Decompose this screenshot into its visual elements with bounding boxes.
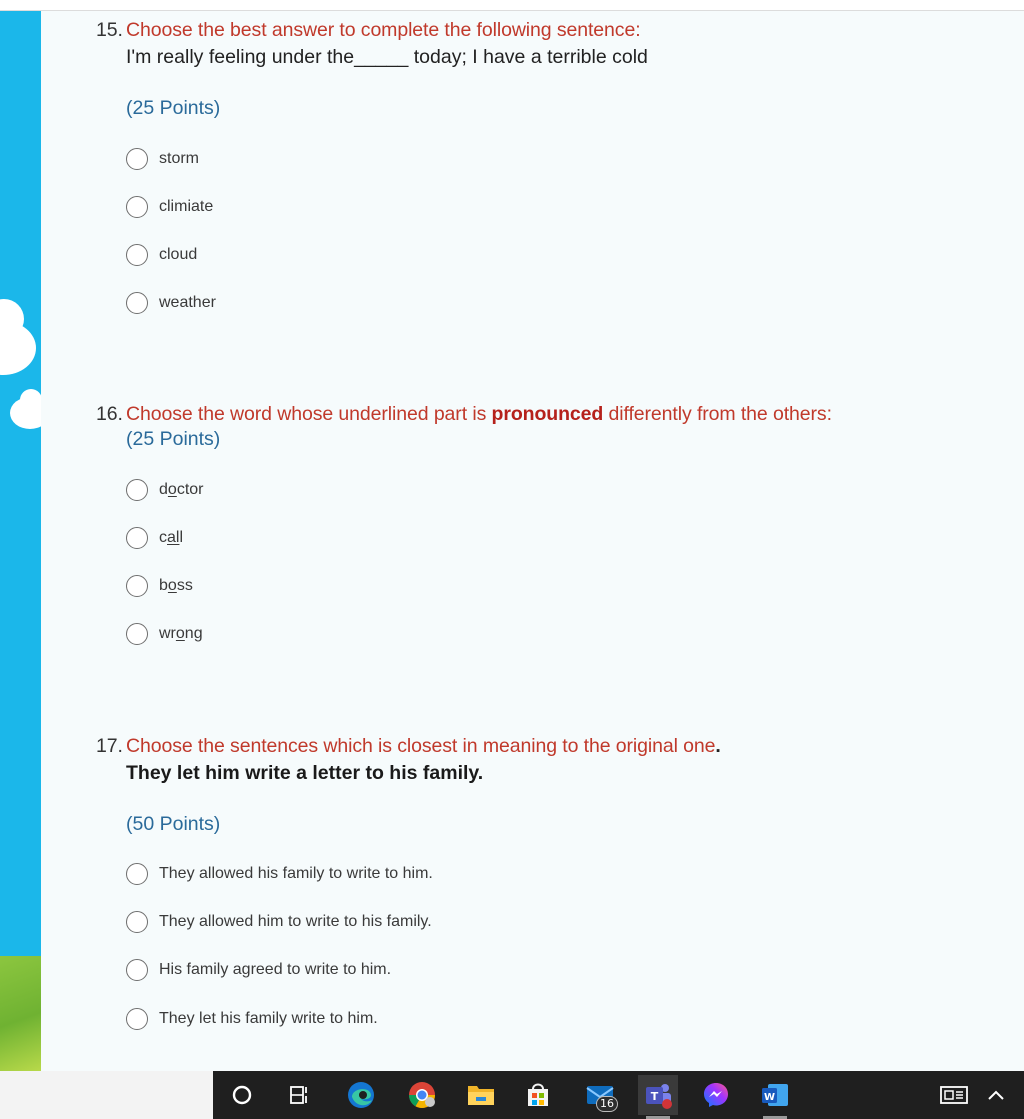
option-label[interactable]: They allowed his family to write to him. [159, 865, 433, 882]
file-explorer-icon[interactable] [461, 1075, 501, 1115]
task-view-icon[interactable] [280, 1075, 320, 1115]
svg-text:W: W [763, 1092, 776, 1103]
option-radio[interactable] [126, 861, 433, 887]
theme-background [0, 11, 41, 1071]
news-widget-icon[interactable] [934, 1075, 974, 1115]
word-icon[interactable] [755, 1075, 795, 1115]
browser-top-edge [0, 0, 1024, 11]
radio-button[interactable] [126, 292, 148, 314]
radio-button[interactable] [126, 527, 148, 549]
taskbar-search-area[interactable] [0, 1071, 213, 1119]
radio-button[interactable] [126, 244, 148, 266]
radio-button[interactable] [126, 959, 148, 981]
option-label[interactable]: climiate [159, 198, 214, 215]
question-title: 17. Choose the sentences which is closest in meaning to the original one. [96, 733, 996, 760]
option-radio[interactable] [126, 525, 183, 551]
question-title [96, 401, 996, 428]
option-label[interactable]: doctor [159, 481, 204, 498]
question-17 [96, 733, 996, 787]
question-title [96, 17, 996, 44]
question-points: (50 Points) [126, 813, 221, 835]
option-label[interactable]: They allowed him to write to his family. [159, 913, 432, 930]
question-prompt: Choose the best answer to complete the following sentence: [126, 19, 641, 41]
radio-button[interactable] [126, 575, 148, 597]
radio-button[interactable] [126, 1008, 148, 1030]
option-label[interactable]: They let his family write to him. [159, 1010, 378, 1027]
option-label[interactable]: cloud [159, 246, 198, 263]
question-sentence: I'm really feeling under the_____ today; I have a terrible cold [126, 46, 648, 68]
question-sentence: They let him write a letter to his family. [126, 762, 484, 784]
question-15 [96, 17, 996, 71]
svg-text:T: T [650, 1090, 659, 1103]
option-radio[interactable] [126, 146, 199, 172]
option-radio[interactable] [126, 290, 216, 316]
radio-button[interactable] [126, 479, 148, 501]
edge-icon[interactable] [341, 1075, 381, 1115]
option-label[interactable]: wrong [159, 625, 203, 642]
option-label[interactable]: weather [159, 294, 216, 311]
option-radio[interactable] [126, 1006, 378, 1032]
radio-button[interactable] [126, 623, 148, 645]
question-number: 17. [96, 735, 123, 757]
option-radio[interactable] [126, 477, 203, 503]
option-label[interactable]: call [159, 529, 184, 546]
radio-button[interactable] [126, 196, 148, 218]
mail-icon[interactable] [580, 1075, 620, 1115]
option-label[interactable]: boss [159, 577, 193, 594]
question-prompt: Choose the sentences which is closest in meaning to the original one [126, 735, 716, 757]
option-radio[interactable] [126, 242, 197, 268]
messenger-icon[interactable] [696, 1075, 736, 1115]
form-content [41, 11, 1024, 1071]
option-label[interactable]: storm [159, 150, 199, 167]
question-number: 16. [96, 403, 123, 425]
chrome-icon[interactable] [402, 1075, 442, 1115]
cloud-decoration [20, 389, 41, 411]
windows-taskbar [0, 1071, 1024, 1119]
chevron-up-icon[interactable] [978, 1075, 1014, 1115]
question-points: (25 Points) [126, 97, 221, 119]
radio-button[interactable] [126, 911, 148, 933]
mail-unread-badge: 16 [596, 1096, 618, 1112]
option-radio[interactable] [126, 573, 193, 599]
option-radio[interactable] [126, 909, 432, 935]
option-radio[interactable] [126, 194, 213, 220]
option-radio[interactable] [126, 621, 203, 647]
question-16 [96, 401, 996, 428]
search-icon[interactable] [222, 1075, 262, 1115]
radio-button[interactable] [126, 148, 148, 170]
store-icon[interactable] [518, 1075, 558, 1115]
radio-button[interactable] [126, 863, 148, 885]
option-label[interactable]: His family agreed to write to him. [159, 961, 392, 978]
grass-decoration [0, 956, 41, 1071]
option-radio[interactable] [126, 957, 391, 983]
question-points: (25 Points) [126, 428, 221, 450]
question-prompt: Choose the word whose underlined part is pronounced differently from the others: [126, 403, 832, 425]
question-number: 15. [96, 19, 123, 41]
teams-icon[interactable] [638, 1075, 678, 1115]
prompt-emphasis: pronounced [491, 403, 604, 425]
